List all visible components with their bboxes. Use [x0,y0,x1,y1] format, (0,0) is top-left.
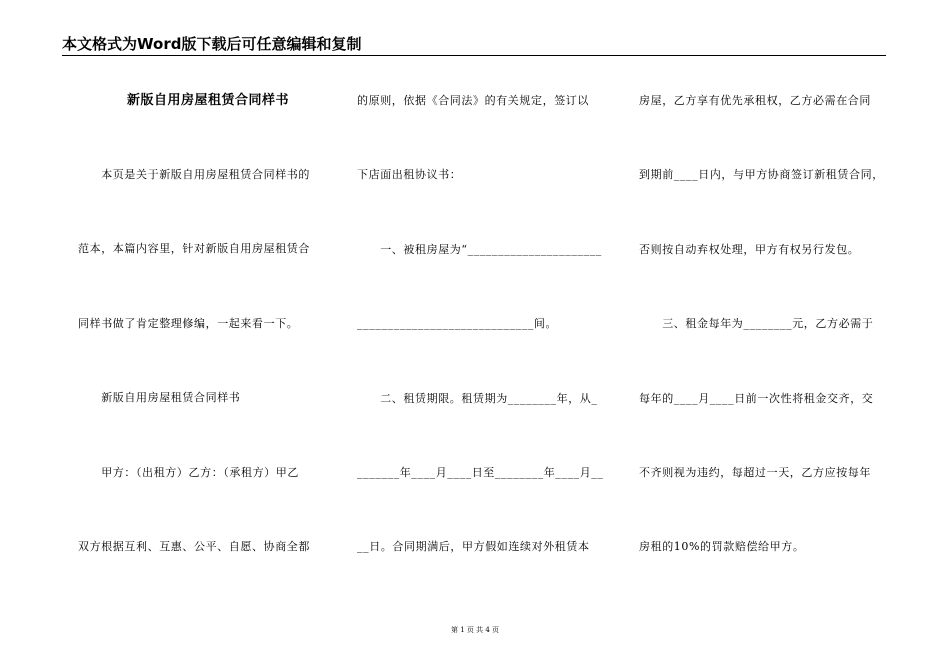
paragraph-line: 到期前____日内，与甲方协商签订新租赁合同， [639,168,884,182]
paragraph-line: 三、租金每年为________元，乙方必需于 [639,317,874,331]
text-column-3 [639,86,889,607]
paragraph-line: 范本，本篇内容里，针对新版自用房屋租赁合 [78,242,310,256]
paragraph-line: __日。合同期满后，甲方假如连续对外租赁本 [357,540,590,554]
document-header: 本文格式为Word版下载后可任意编辑和复制 [62,35,362,53]
page-number: 第 1 页 共 4 页 [450,626,500,634]
paragraph-line: 双方根据互利、互惠、公平、自愿、协商全都 [78,539,310,553]
paragraph-line: _____________________________间。 [357,317,558,331]
paragraph-line: 房租的10%的罚款赔偿给甲方。 [639,540,805,554]
paragraph-line: 甲方：（出租方）乙方：（承租方）甲乙 [78,465,299,479]
paragraph-line: 下店面出租协议书： [357,168,462,182]
paragraph-line: 房屋，乙方享有优先承租权，乙方必需在合同 [639,94,871,107]
paragraph-line: 不齐则视为违约，每超过一天，乙方应按每年 [639,465,871,479]
document-title: 新版自用房屋租赁合同样书 [126,93,289,108]
paragraph-line: 新版自用房屋租赁合同样书 [78,391,241,405]
paragraph-line: _______年____月____日至________年____月__ [357,465,604,479]
paragraph-line: 每年的____月____日前一次性将租金交齐，交 [639,391,874,405]
paragraph-line: 的原则，依据《合同法》的有关规定，签订以 [357,94,589,107]
paragraph-line: 本页是关于新版自用房屋租赁合同样书的 [78,168,310,181]
text-column-1 [78,86,328,606]
header-divider [62,55,886,56]
paragraph-line: 同样书做了肯定整理修编，一起来看一下。 [78,316,299,330]
paragraph-line: 二、租赁期限。租赁期为________年，从_ [357,391,598,405]
paragraph-line: 否则按自动弃权处理，甲方有权另行发包。 [639,242,860,256]
paragraph-line: 一、被租房屋为“______________________ [357,242,602,256]
text-column-2 [357,86,607,607]
